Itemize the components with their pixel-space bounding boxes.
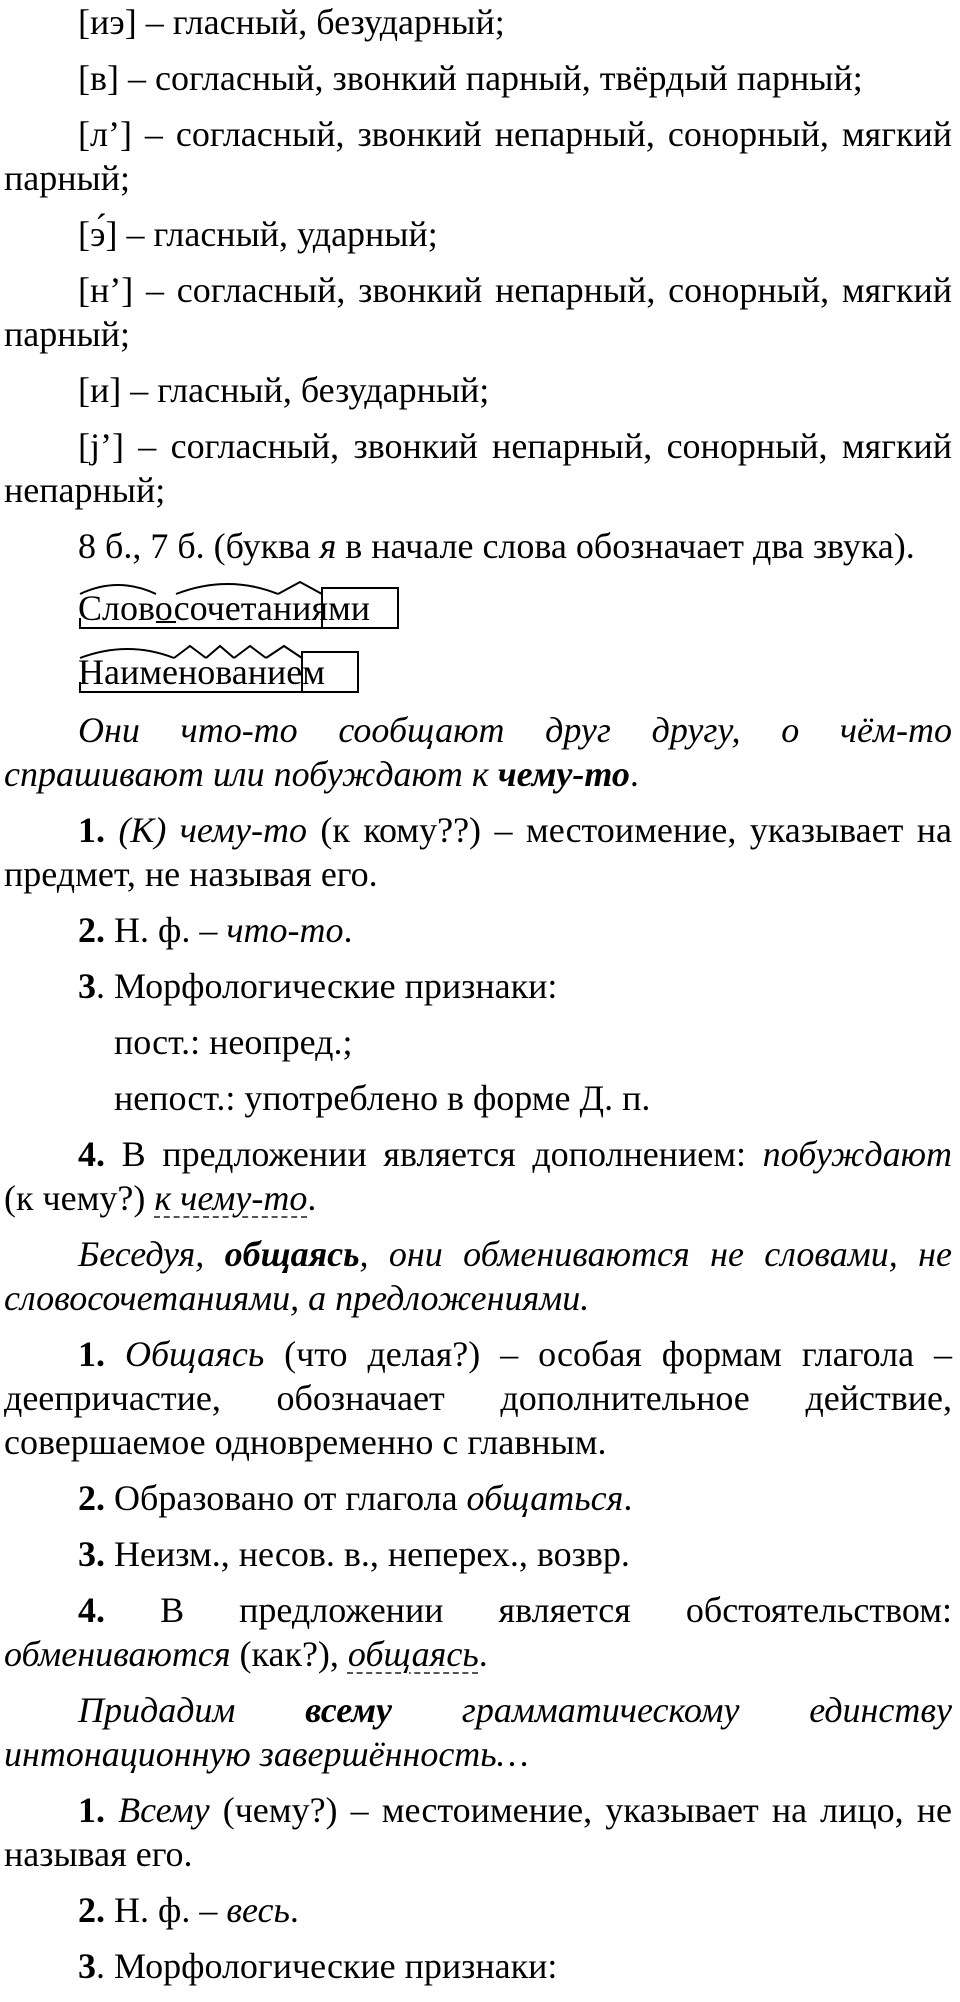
sound-line-3 <box>4 112 952 200</box>
example-sentence-2: Беседуя, общаясь, они обмениваются не словами, не словосочетаниями, а предложениями. <box>4 1234 952 1318</box>
example-sentence-1: Они что-то сообщают друг другу, о чём-то спрашивают или побуждают к чему-то. <box>4 710 952 794</box>
sound-desc: – согласный, звонкий парный, твёрдый парный; <box>118 58 863 98</box>
analysis-1-item-3: 3. Морфологические признаки: <box>78 966 558 1006</box>
morpheme-parse-1 <box>78 580 418 632</box>
morpheme-parse-2 <box>78 644 418 696</box>
sound-desc: – согласный, звонкий непарный, сонорный, мягкий парный; <box>4 270 952 354</box>
sound-desc: – гласный, ударный; <box>117 214 438 254</box>
sound-desc: – гласный, безударный; <box>136 2 505 42</box>
sound-symbol: [э́] <box>78 214 118 254</box>
analysis-2-item-2: 2. Образовано от глагола общаться. <box>78 1478 633 1518</box>
letter-sound-count: 8 б., 7 б. (буква я в начале слова обозначает два звука). <box>78 526 915 566</box>
analysis-3-item-3: 3. Морфологические признаки: <box>78 1946 558 1986</box>
analysis-3-item-2: 2. Н. ф. – весь. <box>78 1890 299 1930</box>
analysis-1-item-4: 4. В предложении является дополнением: побуждают (к чему?) к чему-то. <box>4 1134 952 1218</box>
analysis-2-item-3: 3. Неизм., несов. в., неперех., возвр. <box>78 1534 630 1574</box>
morpheme-marks <box>78 580 418 632</box>
analysis-2-item-1: 1. Общаясь (что делая?) – особая формам глагола – деепричастие, обозначает дополнительное действие, совершаемое одновременно с главным. <box>4 1334 952 1462</box>
example-sentence-3: Придадим всему грамматическому единству интонационную завершённость… <box>4 1690 952 1774</box>
parsed-word: Словосочетаниями <box>78 588 371 628</box>
sound-line-7 <box>4 424 952 512</box>
sound-desc: – гласный, безударный; <box>121 370 490 410</box>
sound-symbol: [н’] <box>78 270 134 310</box>
analysis-1-item-3-nonconst: непост.: употреблено в форме Д. п. <box>114 1078 651 1118</box>
sound-symbol: [j’] <box>78 426 124 466</box>
sound-line-6 <box>4 368 952 412</box>
analysis-1-item-1: 1. (К) чему-то (к кому??) – местоимение, указывает на предмет, не называя его. <box>4 810 953 894</box>
sound-line-1 <box>4 0 952 44</box>
sound-symbol: [в] <box>78 58 119 98</box>
analysis-3-item-1: 1. Всему (чему?) – местоимение, указывает на лицо, не называя его. <box>4 1790 953 1874</box>
morpheme-marks <box>78 644 418 696</box>
analysis-1-item-2: 2. Н. ф. – что-то. <box>78 910 353 950</box>
analysis-2-item-4: 4. В предложении является обстоятельством: обмениваются (как?), общаясь. <box>4 1590 952 1674</box>
sound-symbol: [л’] <box>78 114 132 154</box>
parsed-word: Наименованием <box>78 652 326 692</box>
analysis-1-item-3-const: пост.: неопред.; <box>114 1022 353 1062</box>
sound-line-5 <box>4 268 952 356</box>
sound-line-2 <box>4 56 952 100</box>
sound-desc: – согласный, звонкий непарный, сонорный, мягкий непарный; <box>4 426 952 510</box>
sound-symbol: [и] <box>78 370 122 410</box>
sound-symbol: [иэ] <box>78 2 137 42</box>
sound-desc: – согласный, звонкий непарный, сонорный, мягкий парный; <box>4 114 952 198</box>
sound-line-4 <box>4 212 952 256</box>
